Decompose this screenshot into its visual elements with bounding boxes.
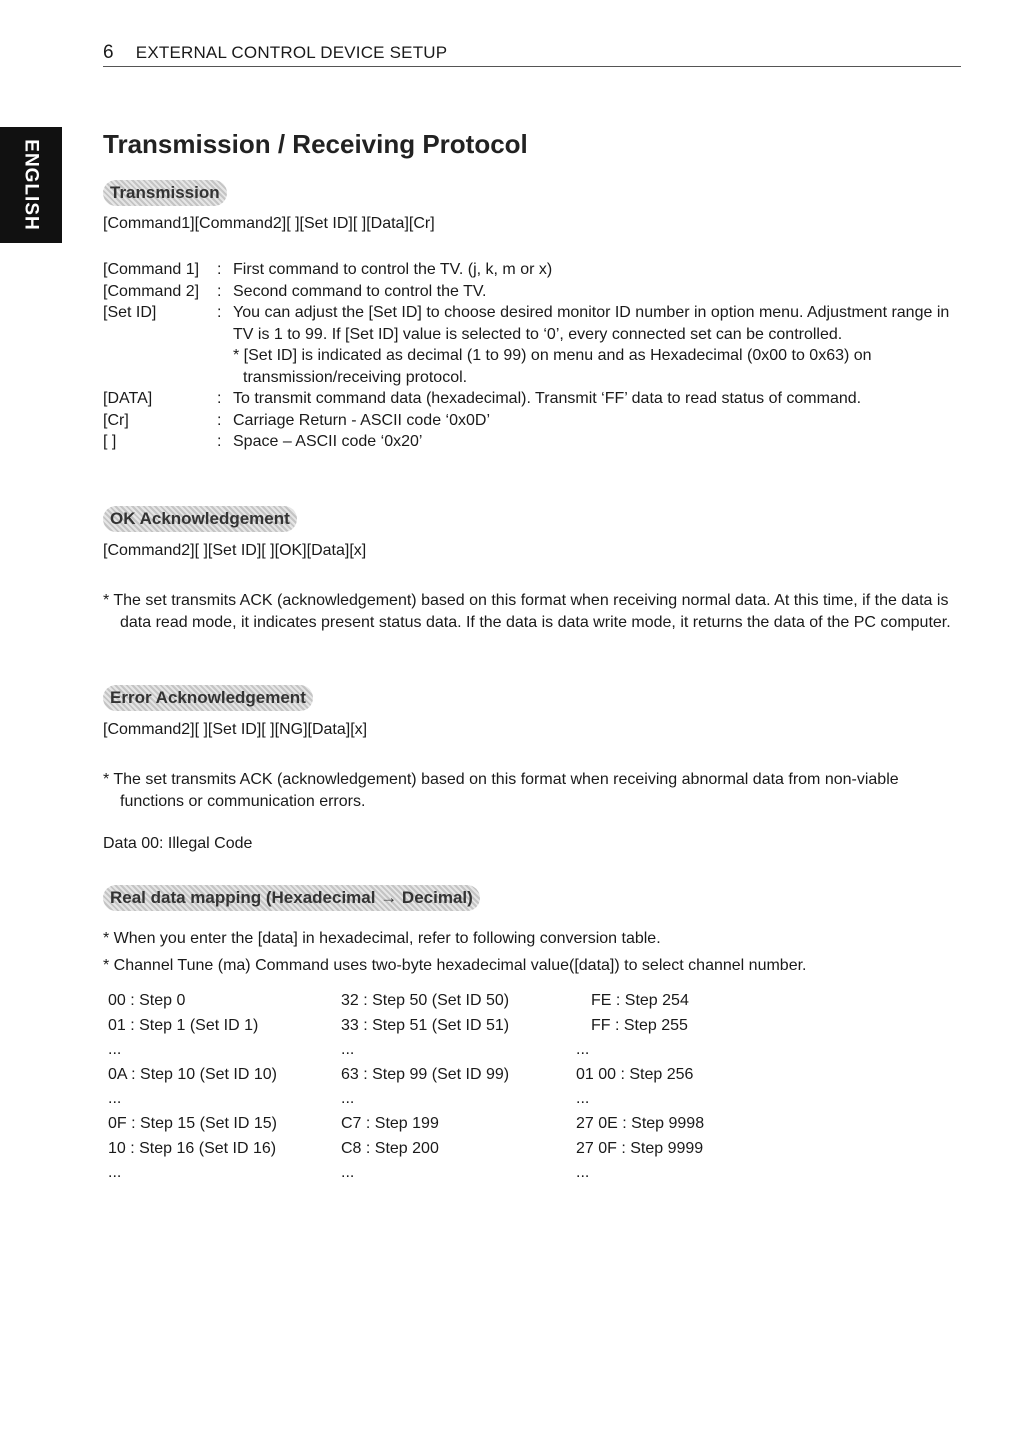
conversion-entry: ... <box>341 1090 355 1108</box>
conversion-entry: 27 0E : Step 9998 <box>576 1114 705 1132</box>
definition-note: * [Set ID] is indicated as decimal (1 to 99) on menu and as Hexadecimal (0x00 to 0x63) on transmission/receiving protocol. <box>233 347 872 386</box>
conversion-entry: ... <box>576 1090 590 1108</box>
definition-text: First command to control the TV. (j, k, m or x) <box>233 261 553 278</box>
conversion-entry: ... <box>576 1041 590 1059</box>
mapping-note: * Channel Tune (ma) Command uses two-byte hexadecimal value([data]) to select channel number. <box>103 957 807 974</box>
conversion-entry: ... <box>108 1164 122 1182</box>
definition-text: Carriage Return - ASCII code ‘0x0D’ <box>233 411 490 429</box>
mapping-heading: Real data mapping (Hexadecimal → Decimal) <box>103 885 480 911</box>
conversion-column-2 <box>341 989 509 1186</box>
error-ack-format: [Command2][ ][Set ID][ ][NG][Data][x] <box>103 721 368 738</box>
section-title: EXTERNAL CONTROL DEVICE SETUP <box>135 43 448 62</box>
definition-term: [Command 2] <box>103 282 200 300</box>
definition-row: [Cr] : Carriage Return - ASCII code ‘0x0D’ <box>103 410 963 432</box>
page-number: 6 <box>103 42 114 63</box>
language-tab <box>0 127 62 243</box>
definition-text: Second command to control the TV. <box>233 282 487 300</box>
conversion-entry: ... <box>108 1090 122 1108</box>
conversion-entry: 27 0F : Step 9999 <box>576 1139 704 1157</box>
mapping-note: * When you enter the [data] in hexadecimal, refer to following conversion table. <box>103 930 661 947</box>
definition-text: You can adjust the [Set ID] to choose desired monitor ID number in option menu. Adjustment range in TV is 1 to 99. If [Set ID] value is selected to ‘0’, every connected set can be controlled. <box>233 304 950 343</box>
conversion-entry: 01 : Step 1 (Set ID 1) <box>108 1016 259 1034</box>
definition-row: [ ] : Space – ASCII code ‘0x20’ <box>103 431 963 453</box>
conversion-column-1 <box>108 989 277 1186</box>
definition-row: [Set ID] : You can adjust the [Set ID] to choose desired monitor ID number in option menu. Adjustment range in TV is 1 to 99. If [Set ID] value is selected to ‘0’, every connected set can be controlled. * [Set ID] is indicated as decimal (1 to 99) on menu and as Hexadecimal (0x00 to 0x63) on transmission/receiving protocol. <box>103 302 963 388</box>
conversion-entry: 0F : Step 15 (Set ID 15) <box>108 1114 277 1132</box>
language-tab-label: ENGLISH <box>21 139 43 231</box>
conversion-entry: ... <box>108 1041 122 1059</box>
definition-term: [Set ID] <box>103 304 157 321</box>
definition-term: [DATA] <box>103 390 153 407</box>
definition-row: [Command 2] : Second command to control the TV. <box>103 281 963 303</box>
definition-term: [ ] <box>103 433 117 450</box>
conversion-entry: ... <box>341 1164 355 1182</box>
transmission-format: [Command1][Command2][ ][Set ID][ ][Data][Cr] <box>103 215 435 232</box>
error-data-line: Data 00: Illegal Code <box>103 835 253 852</box>
conversion-column-3 <box>576 989 704 1186</box>
error-ack-note: * The set transmits ACK (acknowledgement) based on this format when receiving abnormal data from non-viable functions or communication errors. <box>103 771 899 810</box>
definition-term: [Command 1] <box>103 261 200 278</box>
page-header <box>103 42 961 67</box>
ok-ack-note: * The set transmits ACK (acknowledgement) based on this format when receiving normal data. At this time, if the data is data read mode, it indicates present status data. If the data is data write mode, it returns the data of the PC computer. <box>103 592 951 631</box>
definition-row: [DATA] : To transmit command data (hexadecimal). Transmit ‘FF’ data to read status of command. <box>103 388 963 410</box>
conversion-entry: ... <box>341 1041 355 1059</box>
conversion-entry: ... <box>576 1164 590 1182</box>
conversion-entry: 0A : Step 10 (Set ID 10) <box>108 1065 277 1083</box>
error-ack-heading: Error Acknowledgement <box>103 685 313 711</box>
definition-text: Space – ASCII code ‘0x20’ <box>233 433 423 450</box>
conversion-entry: C7 : Step 199 <box>341 1114 439 1132</box>
definition-row: [Command 1] : First command to control the TV. (j, k, m or x) <box>103 259 963 281</box>
conversion-entry: FE : Step 254 <box>591 992 689 1009</box>
definition-term: [Cr] <box>103 411 129 429</box>
conversion-entry: 00 : Step 0 <box>108 992 186 1009</box>
conversion-entry: 01 00 : Step 256 <box>576 1065 694 1083</box>
conversion-entry: 33 : Step 51 (Set ID 51) <box>341 1016 510 1034</box>
conversion-entry: C8 : Step 200 <box>341 1139 439 1157</box>
transmission-heading: Transmission <box>103 180 227 206</box>
conversion-entry: FF : Step 255 <box>591 1016 688 1034</box>
page-title: Transmission / Receiving Protocol <box>103 129 528 159</box>
ok-ack-format: [Command2][ ][Set ID][ ][OK][Data][x] <box>103 542 367 559</box>
ok-ack-heading: OK Acknowledgement <box>103 506 297 532</box>
conversion-entry: 63 : Step 99 (Set ID 99) <box>341 1065 510 1083</box>
definition-list <box>103 259 963 453</box>
conversion-entry: 10 : Step 16 (Set ID 16) <box>108 1139 277 1157</box>
conversion-entry: 32 : Step 50 (Set ID 50) <box>341 992 510 1009</box>
definition-text: To transmit command data (hexadecimal). Transmit ‘FF’ data to read status of command. <box>233 390 862 407</box>
